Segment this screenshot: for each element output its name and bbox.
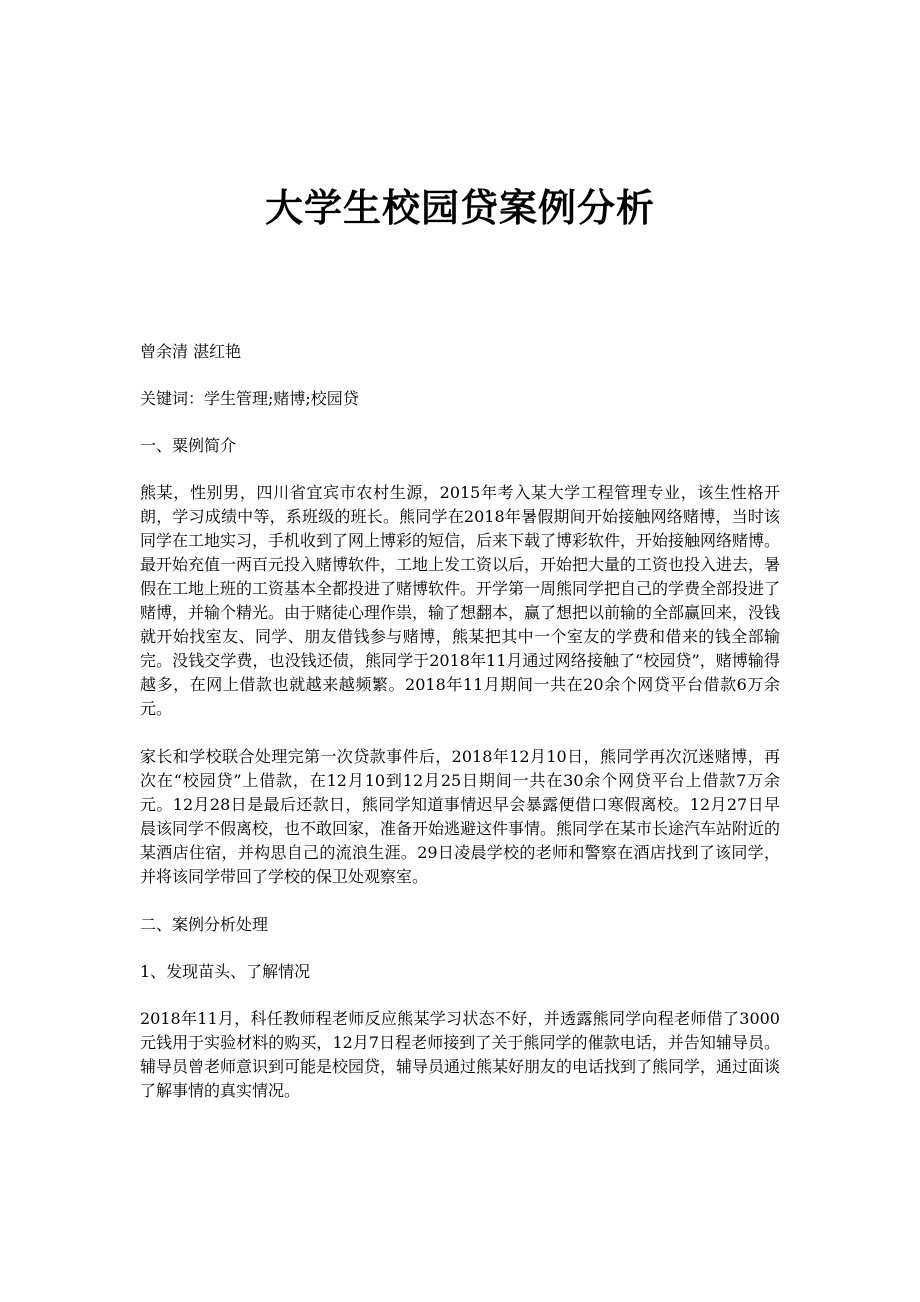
- document-title: 大学生校园贷案例分析: [264, 185, 655, 230]
- subsection-heading-discovery: 1、发现苗头、了解情况: [140, 962, 311, 981]
- authors-line: 曾余清 湛红艳: [140, 342, 242, 361]
- document-body: [140, 340, 780, 1127]
- section-heading-case-analysis: 二、案例分析处理: [140, 915, 269, 934]
- paragraph-second-loan: 家长和学校联合处理完第一次贷款事件后，2018年12月10日，熊同学再次沉迷赌博，再次在“校园贷”上借款，在12月10到12月25日期间一共在30余个网贷平台上借款7万余元。12月28日是最后还款日，熊同学知道事情迟早会暴露便借口寒假离校。12月27日早晨该同学不假离校，也不敢回家，准备开始逃避这件事情。熊同学在某市长途汽车站附近的某酒店住宿，并构思自己的流浪生涯。29日凌晨学校的老师和警察在酒店找到了该同学，并将该同学带回了学校的保卫处观察室。: [140, 747, 781, 886]
- section-heading-case-intro: 一、粟例简介: [140, 436, 237, 455]
- keywords-line: 关键词：学生管理;赌博;校园贷: [140, 389, 359, 408]
- paragraph-case-intro: 熊某，性别男，四川省宜宾市农村生源，2015年考入某大学工程管理专业，该生性格开朗，学习成绩中等，系班级的班长。熊同学在2018年暑假期间开始接触网络赌博，当时该同学在工地实习，手机收到了网上博彩的短信，后来下载了博彩软件，开始接触网络赌博。最开始充值一两百元投入赌博软件，工地上发工资以后，开始把大量的工资也投入进去，暑假在工地上班的工资基本全都投进了赌博软件。开学第一周熊同学把自己的学费全部投进了赌博，并输个精光。由于赌徒心理作祟，输了想翻本，赢了想把以前输的全部赢回来，没钱就开始找室友、同学、朋友借钱参与赌博，熊某把其中一个室友的学费和借来的钱全部输完。没钱交学费，也没钱还债，熊同学于2018年11月通过网络接触了“校园贷”，赌博输得越多，在网上借款也就越来越频繁。2018年11月期间一共在20余个网贷平台借款6万余元。: [140, 483, 781, 718]
- paragraph-discovery: 2018年11月，科任教师程老师反应熊某学习状态不好，并透露熊同学向程老师借了3000元钱用于实验材料的购买，12月7日程老师接到了关于熊同学的催款电话，并告知辅导员。辅导员曾老师意识到可能是校园贷，辅导员通过熊某好朋友的电话找到了熊同学，通过面谈了解事情的真实情况。: [140, 1009, 781, 1100]
